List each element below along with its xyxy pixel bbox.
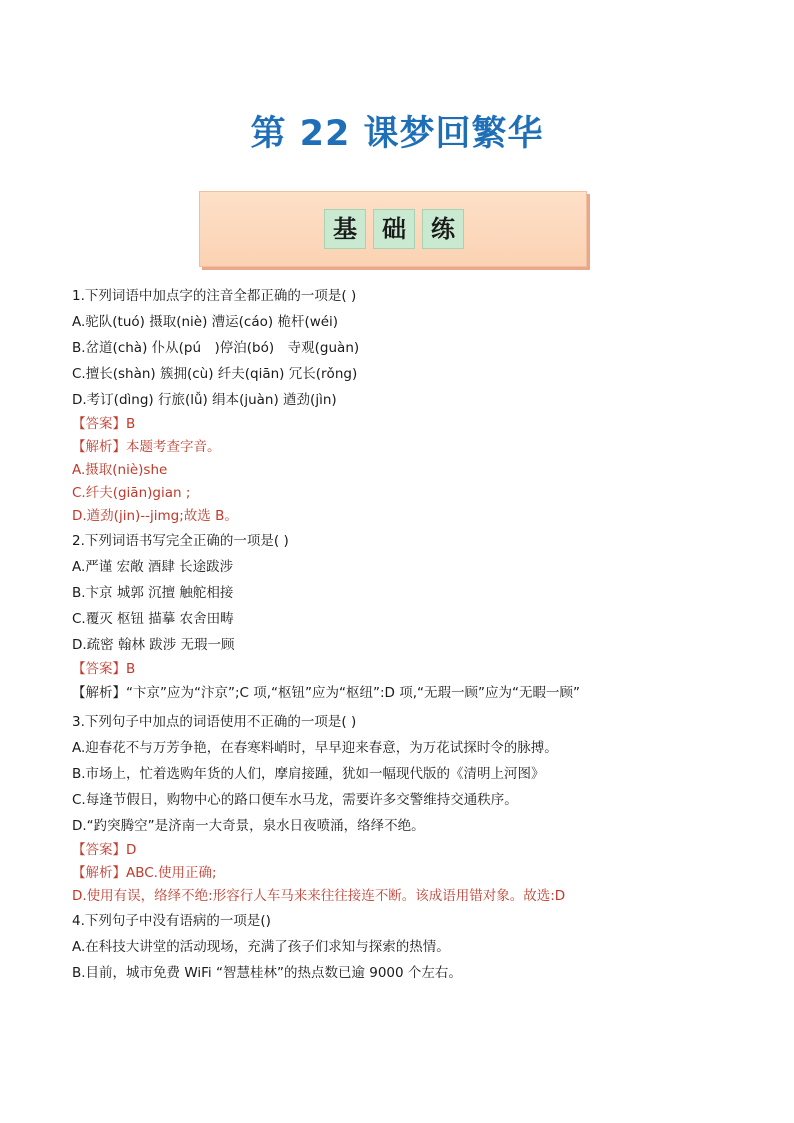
section-banner (199, 191, 587, 267)
question-2-answer: 【答案】B (72, 661, 136, 677)
question-2-option-a: A.严谨 宏敞 酒肆 长途跋涉 (72, 559, 234, 575)
question-4-option-a: A.在科技大讲堂的活动现场，充满了孩子们求知与探索的热情。 (72, 939, 450, 955)
question-3-analysis: 【解析】ABC.使用正确; (72, 865, 217, 881)
question-1-option-a: A.驼队(tuó) 摄取(niè) 漕运(cáo) 桅杆(wéi) (72, 314, 339, 330)
question-4-stem: 4.下列句子中没有语病的一项是() (72, 913, 271, 929)
question-3-option-a: A.迎春花不与万芳争艳，在春寒料峭时，早早迎来春意，为万花试探时令的脉搏。 (72, 740, 558, 756)
banner-char-2: 础 (373, 209, 415, 249)
question-3-option-b: B.市场上，忙着选购年货的人们，摩肩接踵，犹如一幅现代版的《清明上河图》 (72, 766, 545, 782)
question-3-stem: 3.下列句子中加点的词语使用不正确的一项是( ) (72, 714, 357, 730)
question-2-stem: 2.下列词语书写完全正确的一项是( ) (72, 533, 289, 549)
banner-char-3: 练 (422, 209, 464, 249)
question-1-note-d: D.遒劲(jin)--jimg;故选 B。 (72, 508, 238, 524)
question-3-answer: 【答案】D (72, 842, 137, 858)
question-3-option-c: C.每逢节假日，购物中心的路口便车水马龙，需要许多交警维持交通秩序。 (72, 792, 518, 808)
question-1-stem: 1.下列词语中加点字的注音全都正确的一项是( ) (72, 288, 357, 304)
question-1-answer: 【答案】B (72, 416, 136, 432)
banner-char-1: 基 (324, 209, 366, 249)
question-2-option-b: B.卞京 城郭 沉擅 触舵相接 (72, 585, 234, 601)
question-1-option-c: C.擅长(shàn) 簇拥(cù) 纤夫(qiān) 冗长(rǒng) (72, 366, 358, 382)
question-2-analysis: 【解析】“卞京”应为“汴京”;C 项,“枢钮”应为“枢纽”:D 项,“无瑕一顾”应为“无暇一顾” (72, 685, 581, 701)
exercise-content (72, 283, 732, 986)
question-1-option-b: B.岔道(chà) 仆从(pú )停泊(bó) 寺观(guàn) (72, 340, 360, 356)
question-2-option-d: D.疏密 翰林 跋涉 无瑕一顾 (72, 637, 235, 653)
question-1-option-d: D.考订(dìng) 行旅(lǚ) 绢本(juàn) 遒劲(jìn) (72, 392, 337, 408)
question-4-option-b: B.目前，城市免费 WiFi “智慧桂林”的热点数已逾 9000 个左右。 (72, 965, 462, 981)
question-1-analysis: 【解析】本题考查字音。 (72, 439, 221, 455)
question-3-option-d: D.“趵突腾空”是济南一大奇景，泉水日夜喷涌，络绎不绝。 (72, 818, 425, 834)
question-2-option-c: C.覆灭 枢钮 描摹 农舍田畴 (72, 611, 234, 627)
question-1-note-c: C.纤夫(giān)gian ; (72, 485, 191, 501)
page-title: 第 22 课梦回繁华 (250, 114, 544, 154)
question-1-note-a: A.摄取(niè)she (72, 462, 168, 478)
question-3-note-d: D.使用有误，络绎不绝:形容行人车马来来往往接连不断。该成语用错对象。故选:D (72, 888, 566, 904)
